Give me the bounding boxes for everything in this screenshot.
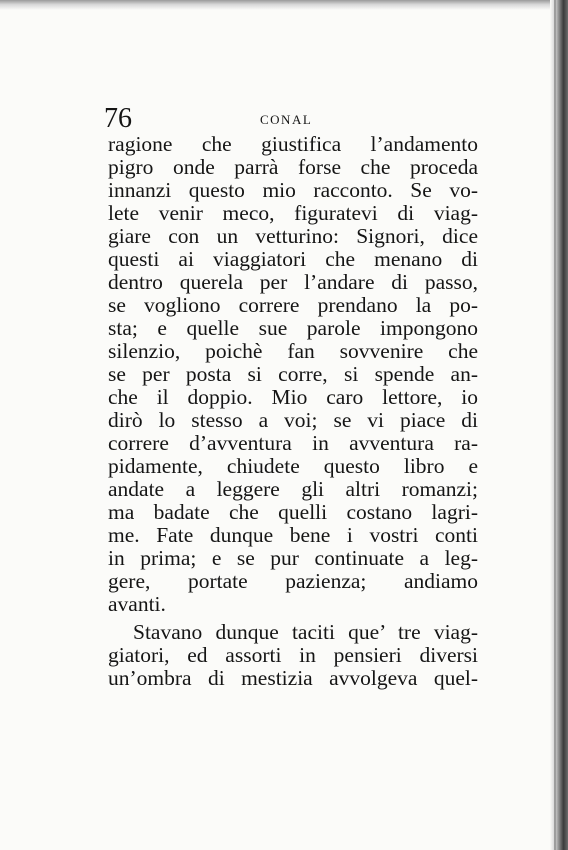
text-line: pigro onde parrà forse che proceda	[108, 155, 478, 179]
text-line: silenzio, poichè fan sovvenire che	[108, 339, 478, 363]
text-line: gere, portate pazienza; andiamo	[108, 569, 478, 593]
running-head: CONAL	[260, 112, 313, 127]
text-line: questi ai viaggiatori che menano di	[108, 247, 478, 271]
text-line: sta; e quelle sue parole impongono	[108, 316, 478, 340]
text-line: ma badate che quelli costano lagri-	[108, 500, 478, 524]
text-line: dirò lo stesso a voi; se vi piace di	[108, 408, 478, 432]
page-binding-edge	[550, 0, 568, 850]
body-text	[108, 133, 478, 690]
text-line: in prima; e se pur continuate a leg-	[108, 546, 478, 570]
page-number: 76	[104, 103, 132, 134]
text-line: se per posta si corre, si spende an-	[108, 362, 478, 386]
text-line: me. Fate dunque bene i vostri conti	[108, 523, 478, 547]
text-line: se vogliono correre prendano la po-	[108, 293, 478, 317]
page-top-edge	[0, 0, 568, 10]
page-edge-line	[554, 0, 556, 850]
text-line: giare con un vetturino: Signori, dice	[108, 224, 478, 248]
text-line: dentro querela per l’andare di passo,	[108, 270, 478, 294]
text-line: lete venir meco, figuratevi di viag-	[108, 201, 478, 225]
text-line: innanzi questo mio racconto. Se vo-	[108, 178, 478, 202]
text-line: Stavano dunque taciti que’ tre viag-	[133, 620, 478, 644]
text-line: ragione che giustifica l’andamento	[108, 132, 478, 156]
text-line: un’ombra di mestizia avvolgeva quel-	[108, 666, 478, 690]
text-line: andate a leggere gli altri romanzi;	[108, 477, 478, 501]
text-line: avanti.	[108, 592, 166, 616]
text-line: che il doppio. Mio caro lettore, io	[108, 385, 478, 409]
text-line: giatori, ed assorti in pensieri diversi	[108, 643, 478, 667]
text-line: correre d’avventura in avventura ra-	[108, 431, 478, 455]
text-line: pidamente, chiudete questo libro e	[108, 454, 478, 478]
